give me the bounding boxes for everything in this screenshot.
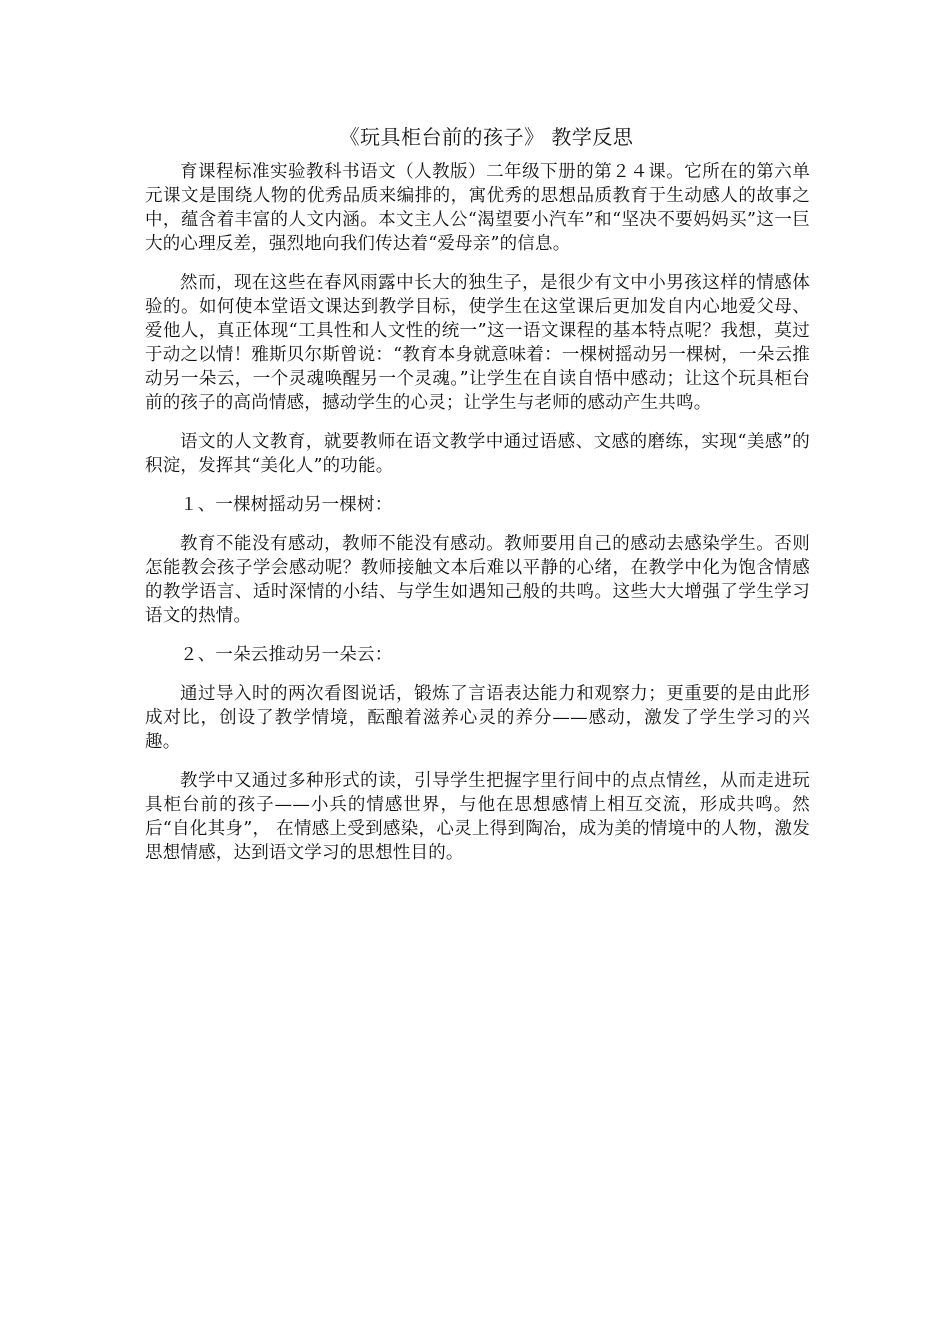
paragraph-reading-forms: 教学中又通过多种形式的读，引导学生把握字里行间中的点点情丝，从而走进玩具柜台前的孩子——小兵的情感世界，与他在思想感情上相互交流，形成共鸣。然后“自化其身”， 在情感上受到感染，心灵上得到陶冶，成为美的情境中的人物，激发思想情感，达到语文学习的思想性目的。 (145, 771, 810, 863)
section-heading-2: ２、一朵云推动另一朵云： (180, 645, 393, 665)
document-title: 《玩具柜台前的孩子》 教学反思 (339, 125, 634, 149)
paragraph-picture-talk: 通过导入时的两次看图说话，锻炼了言语表达能力和观察力；更重要的是由此形成对比，创设了教学情境，酝酿着滋养心灵的养分——感动，激发了学生学习的兴趣。 (145, 684, 810, 752)
section-heading-1: １、一棵树摇动另一棵树： (180, 495, 393, 515)
paragraph-intro: 育课程标准实验教科书语文（人教版）二年级下册的第２４课。它所在的第六单元课文是围绕人物的优秀品质来编排的，寓优秀的思想品质教育于生动感人的故事之中，蕴含着丰富的人文内涵。本文主人公“渴望要小汽车”和“坚决不要妈妈买”这一巨大的心理反差，强烈地向我们传达着“爱母亲”的信息。 (145, 162, 810, 254)
paragraph-teacher-emotion: 教育不能没有感动，教师不能没有感动。教师要用自己的感动去感染学生。否则怎能教会孩子学会感动呢？教师接触文本后难以平静的心绪，在教学中化为饱含情感的教学语言、适时深情的小结、与学生如遇知己般的共鸣。这些大大增强了学生学习语文的热情。 (145, 534, 810, 626)
paragraph-background: 然而，现在这些在春风雨露中长大的独生子，是很少有文中小男孩这样的情感体验的。如何使本堂语文课达到教学目标，使学生在这堂课后更加发自内心地爱父母、爱他人，真正体现“工具性和人文性的统一”这一语文课程的基本特点呢？我想，莫过于动之以情！雅斯贝尔斯曾说：“教育本身就意味着：一棵树摇动另一棵树，一朵云推动另一朵云，一个灵魂唤醒另一个灵魂。”让学生在自读自悟中感动；让这个玩具柜台前的孩子的高尚情感，撼动学生的心灵；让学生与老师的感动产生共鸣。 (145, 273, 810, 413)
document-page (145, 122, 810, 880)
paragraph-humanistic-education: 语文的人文教育，就要教师在语文教学中通过语感、文感的磨练，实现“美感”的积淀，发挥其“美化人”的功能。 (145, 432, 810, 476)
